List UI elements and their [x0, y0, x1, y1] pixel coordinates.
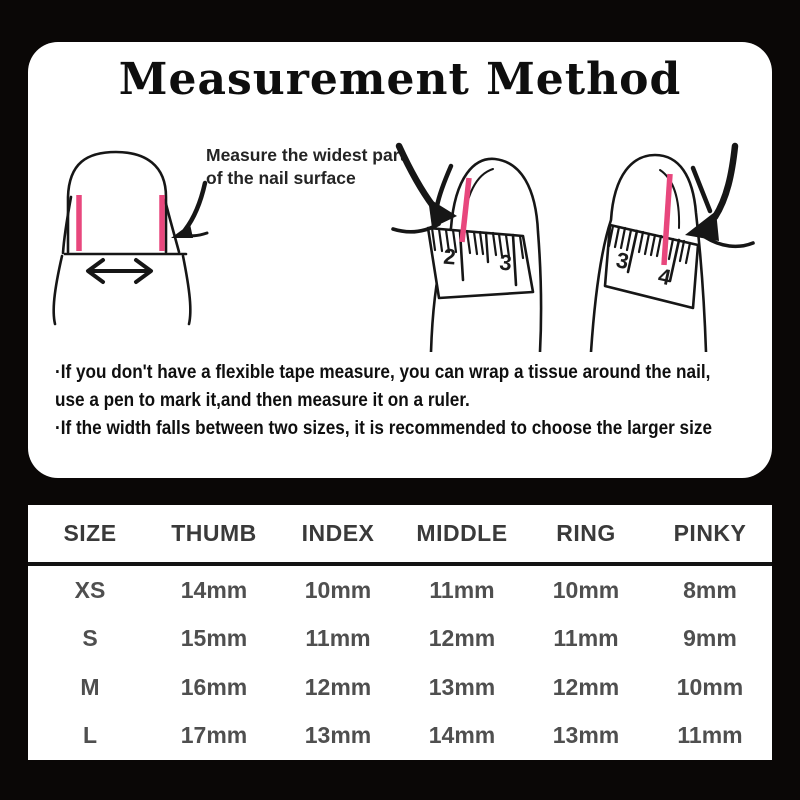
size-table-header-row: [28, 505, 772, 566]
ruler-number: 3: [613, 247, 632, 275]
size-label: M: [80, 673, 100, 700]
table-row-xs: [28, 566, 772, 615]
pointer-arrow-shaft: [399, 146, 433, 206]
middle-value: 11mm: [429, 576, 495, 603]
table-row-l: [28, 712, 772, 761]
size-label: S: [82, 625, 98, 652]
annotation-line-1: Measure the widest part: [206, 145, 406, 165]
table-row-s: [28, 615, 772, 664]
middle-value: 14mm: [428, 722, 496, 749]
finger-edge-left-lower: [54, 256, 62, 324]
middle-value: 12mm: [428, 625, 496, 652]
measurement-method-panel: [28, 42, 772, 478]
ruler-number: 3: [498, 249, 513, 276]
annotation-line-2: of the nail surface: [206, 168, 356, 188]
pinky-value: 10mm: [676, 673, 744, 700]
pinky-value: 9mm: [683, 625, 737, 652]
size-label: L: [82, 722, 98, 749]
ring-value: 11mm: [553, 625, 619, 652]
annotation-text: [206, 144, 405, 190]
header-middle: MIDDLE: [416, 520, 508, 546]
header-pinky: PINKY: [673, 520, 747, 546]
ring-value: 13mm: [552, 722, 620, 749]
pinky-value: 8mm: [683, 576, 737, 603]
thumb-value: 16mm: [180, 673, 248, 700]
instruction-line-3: ·If the width falls between two sizes, it is recommended to choose the larger size: [55, 417, 713, 439]
pointer-arrow-shaft: [715, 146, 735, 217]
thumb-value: 14mm: [180, 576, 248, 603]
header-size: SIZE: [63, 520, 117, 546]
index-value: 12mm: [304, 673, 372, 700]
ring-value: 10mm: [552, 576, 620, 603]
pointer-arrow-head: [685, 211, 719, 241]
index-value: 11mm: [305, 625, 371, 652]
ruler-number: 2: [442, 243, 457, 270]
nail-width-diagram: [43, 145, 218, 350]
header-index: INDEX: [301, 520, 375, 546]
index-value: 13mm: [304, 722, 372, 749]
page-title: Measurement Method: [118, 54, 682, 105]
finger-edge-right-lower: [183, 256, 190, 324]
instruction-text: [55, 358, 724, 442]
ruler-number: 4: [655, 263, 674, 291]
pointer-arrow-shaft: [185, 183, 205, 230]
tape-measure-diagram-middle: [383, 140, 583, 352]
instruction-line-2: use a pen to mark it,and then measure it on a ruler.: [55, 389, 470, 411]
instruction-line-1: ·If you don't have a flexible tape measure, you can wrap a tissue around the nail,: [55, 361, 711, 383]
header-ring: RING: [556, 520, 616, 546]
size-table-panel: [28, 505, 772, 760]
thumb-value: 15mm: [180, 625, 248, 652]
pointer-arrow-second-stroke: [437, 166, 451, 206]
nail-outline: [68, 152, 166, 252]
middle-value: 13mm: [428, 673, 496, 700]
tape-measure-diagram-right: [583, 138, 773, 352]
size-label: XS: [74, 576, 106, 603]
pinky-value: 11mm: [677, 722, 743, 749]
header-thumb: THUMB: [171, 520, 257, 546]
index-value: 10mm: [304, 576, 372, 603]
thumb-value: 17mm: [180, 722, 248, 749]
table-row-m: [28, 663, 772, 712]
ring-value: 12mm: [552, 673, 620, 700]
